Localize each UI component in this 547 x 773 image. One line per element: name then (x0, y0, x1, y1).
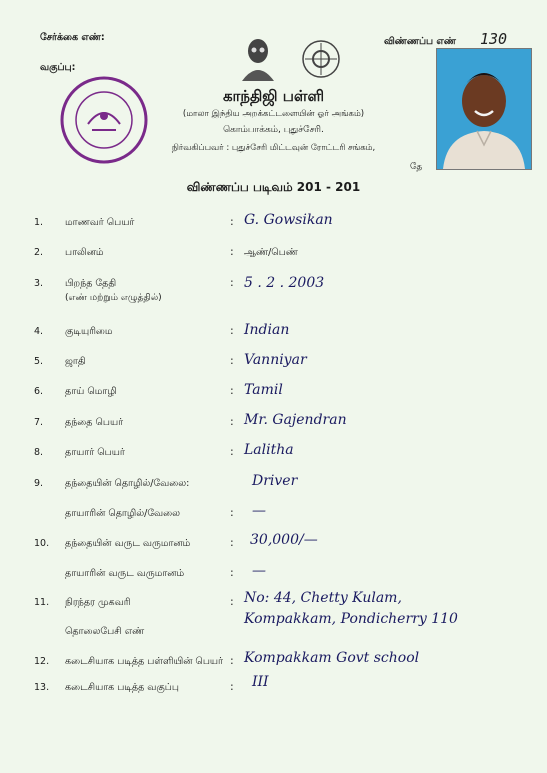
field-number: 9. (34, 478, 44, 489)
field-number: 7. (34, 417, 44, 428)
field-number: 6. (34, 386, 44, 397)
colon: : (230, 445, 234, 458)
field-number: 4. (34, 326, 44, 337)
colon: : (230, 215, 234, 228)
side-char: தே (410, 162, 423, 172)
field-label: கடைசியாக படித்த வகுப்பு (65, 682, 179, 693)
colon: : (230, 384, 234, 397)
gandhi-portrait-icon (238, 35, 278, 81)
field-value-dob: 5 . 2 . 2003 (244, 275, 325, 291)
field-label: பாலினம் (65, 247, 104, 258)
field-label: தாய் மொழி (65, 386, 117, 397)
colon: : (230, 595, 234, 608)
field-label: தந்தையின் வருட வருமானம் (65, 538, 191, 549)
school-location: கொம்பாக்கம், புதுச்சேரி. (223, 125, 324, 135)
field-label: நிரந்தர முகவரி (65, 597, 131, 608)
colon: : (230, 506, 234, 519)
field-value-student-name: G. Gowsikan (244, 212, 333, 228)
class-label: வகுப்பு: (40, 62, 76, 73)
field-label: மாணவர் பெயர் (65, 217, 135, 228)
field-number: 5. (34, 356, 44, 367)
field-number: 12. (34, 656, 50, 667)
field-value-address-line1: No: 44, Chetty Kulam, (244, 590, 402, 606)
field-label: தாயாரின் வருட வருமானம் (65, 568, 185, 579)
field-value-mother-income: — (252, 563, 266, 579)
field-value-nationality: Indian (244, 322, 290, 338)
field-label: கடைசியாக படித்த பள்ளியின் பெயர் (65, 656, 223, 667)
colon: : (230, 654, 234, 667)
field-label: பிறந்த தேதி (65, 278, 117, 289)
colon: : (230, 680, 234, 693)
colon: : (230, 536, 234, 549)
school-name: காந்திஜி பள்ளி (222, 87, 325, 105)
field-value-mother-occupation: — (252, 503, 266, 519)
field-number: 8. (34, 447, 44, 458)
colon: : (230, 276, 234, 289)
field-value-father-occupation: Driver (252, 473, 298, 489)
colon: : (230, 245, 234, 258)
field-number: 3. (34, 278, 44, 289)
field-number: 11. (34, 597, 50, 608)
student-photo (436, 48, 532, 170)
colon: : (230, 354, 234, 367)
field-label: தாயார் பெயர் (65, 447, 125, 458)
field-value-father-name: Mr. Gajendran (244, 412, 347, 428)
colon: : (230, 566, 234, 579)
school-subtitle: (மாலா இந்திய அறக்கட்டளையின் ஓர் அங்கம்) (182, 109, 365, 119)
application-no-label: விண்ணப்ப எண் (384, 36, 456, 47)
rotary-emblem-icon (300, 38, 342, 80)
field-label: தந்தையின் தொழில்/வேலை: (65, 478, 190, 489)
field-number: 2. (34, 247, 44, 258)
field-label: குடியுரிமை (65, 326, 113, 337)
field-value-mother-tongue: Tamil (244, 382, 283, 398)
colon: : (230, 324, 234, 337)
field-label-note: (எண் மற்றும் எழுத்தில்) (65, 293, 162, 303)
field-value-caste: Vanniyar (244, 352, 307, 368)
field-value-last-school: Kompakkam Govt school (244, 650, 420, 666)
field-value-mother-name: Lalitha (244, 442, 294, 458)
admission-no-label: சேர்க்கை எண்: (40, 32, 105, 43)
application-no-value: 130 (480, 30, 508, 48)
field-value-gender: ஆண்/பெண் (244, 247, 298, 258)
field-label: தாயாரின் தொழில்/வேலை (65, 508, 181, 519)
administered-by: நிர்வகிப்பவர் : புதுச்சேரி மிட்டவுன் ரோட்டரி சங்கம், (171, 143, 376, 153)
form-title: விண்ணப்ப படிவம் 201 - 201 (186, 180, 361, 194)
field-label: தந்தை பெயர் (65, 417, 124, 428)
field-value-father-income: 30,000/— (250, 532, 318, 548)
field-label: ஜாதி (65, 356, 86, 367)
field-number: 1. (34, 217, 44, 228)
field-value-last-class: III (252, 674, 269, 690)
field-value-address-line2: Kompakkam, Pondicherry 110 (244, 611, 458, 627)
colon: : (230, 415, 234, 428)
field-number: 10. (34, 538, 50, 549)
field-label: தொலைபேசி எண் (65, 626, 145, 637)
field-number: 13. (34, 682, 50, 693)
